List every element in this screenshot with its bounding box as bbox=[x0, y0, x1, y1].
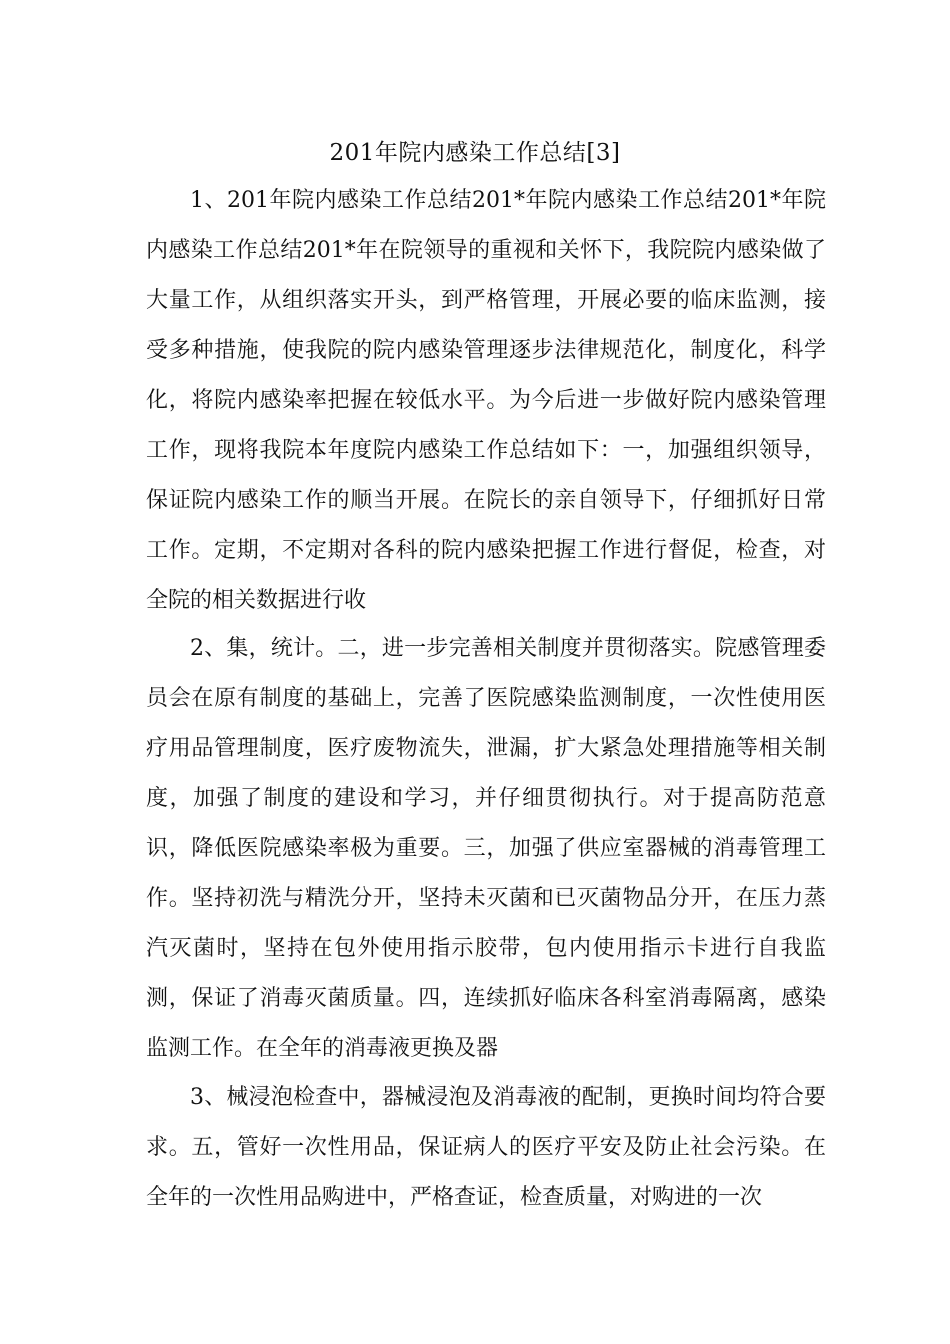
paragraph-2: 2、集，统计。二，进一步完善相关制度并贯彻落实。院感管理委员会在原有制度的基础上，完善了医院感染监测制度，一次性使用医疗用品管理制度，医疗废物流失，泄漏，扩大紧急处理措施等相关制度，加强了制度的建设和学习，并仔细贯彻执行。对于提高防范意识，降低医院感染率极为重要。三，加强了供应室器械的消毒管理工作。坚持初洗与精洗分开，坚持未灭菌和已灭菌物品分开，在压力蒸汽灭菌时，坚持在包外使用指示胶带，包内使用指示卡进行自我监测，保证了消毒灭菌质量。四，连续抓好临床各科室消毒隔离，感染监测工作。在全年的消毒液更换及器 bbox=[146, 636, 826, 1061]
document-title: 201年院内感染工作总结[3] bbox=[329, 140, 621, 166]
paragraph-1: 1、201年院内感染工作总结201*年院内感染工作总结201*年院内感染工作总结201*年在院领导的重视和关怀下，我院院内感染做了大量工作，从组织落实开头，到严格管理，开展必要的临床监测，接受多种措施，使我院的院内感染管理逐步法律规范化，制度化，科学化，将院内感染率把握在较低水平。为今后进一步做好院内感染管理工作，现将我院本年度院内感染工作总结如下：一，加强组织领导，保证院内感染工作的顺当开展。在院长的亲自领导下，仔细抓好日常工作。定期，不定期对各科的院内感染把握工作进行督促，检查，对全院的相关数据进行收 bbox=[146, 188, 826, 613]
paragraph-3: 3、械浸泡检查中，器械浸泡及消毒液的配制，更换时间均符合要求。五，管好一次性用品，保证病人的医疗平安及防止社会污染。在全年的一次性用品购进中，严格查证，检查质量，对购进的一次 bbox=[146, 1085, 826, 1210]
